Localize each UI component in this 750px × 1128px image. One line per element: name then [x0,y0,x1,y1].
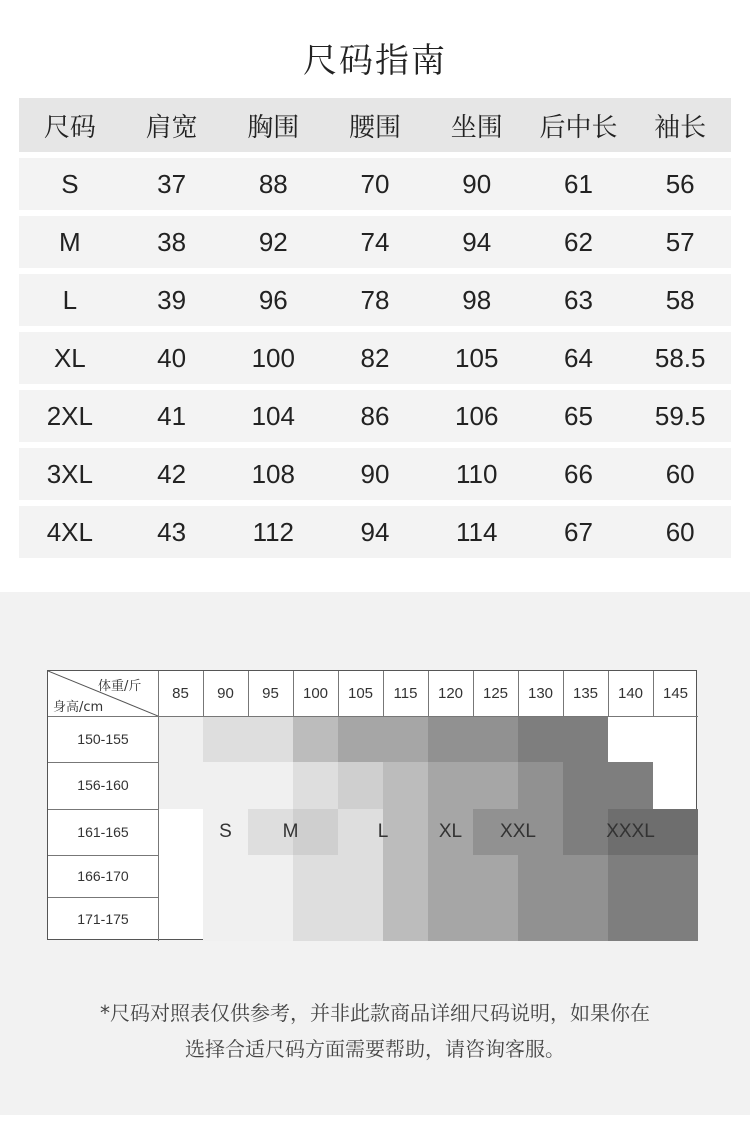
header-cell-sleeve: 袖长 [654,112,707,143]
chart-fill-cell [518,897,563,941]
chart-fill-cell [203,716,248,762]
chart-fill-cell [158,716,203,762]
cell-sleeve: 59.5 [654,400,706,431]
header-cell-shoulder: 肩宽 [145,112,198,143]
size-table-row [19,506,731,558]
cell-waist: 90 [360,458,390,489]
chart-fill-cell [563,855,608,897]
chart-fill-cell [608,897,653,941]
chart-fill-cell [473,762,518,809]
cell-shoulder: 40 [157,342,187,373]
cell-back-length: 67 [563,516,593,547]
cell-back-length: 64 [563,342,593,373]
size-region-label: L [377,821,389,842]
disclaimer-line-1: *尺码对照表仅供参考，并非此款商品详细尺码说明，如果你在 [100,1001,650,1025]
weight-header: 120 [437,685,464,702]
grid-line [293,671,294,716]
chart-fill-cell [608,762,653,809]
chart-fill-cell [383,855,428,897]
size-table-body [19,158,731,558]
cell-shoulder: 37 [157,168,187,199]
header-cell-waist: 腰围 [349,112,402,143]
cell-waist: 78 [360,284,390,315]
chart-fill-cell [203,897,248,941]
weight-header: 140 [617,685,644,702]
cell-size: XL [53,342,86,373]
header-cell-chest: 胸围 [247,112,300,143]
height-row-label: 150-155 [77,731,129,747]
grid-line [518,671,519,716]
disclaimer-line-2: 选择合适尺码方面需要帮助，请咨询客服。 [185,1037,565,1061]
chart-fill-cell [248,716,293,762]
cell-sleeve: 60 [665,516,695,547]
size-region-label: XXL [500,821,536,842]
grid-line [653,671,654,716]
weight-header: 95 [262,685,279,702]
chart-fill-cell [608,855,653,897]
cell-shoulder: 42 [157,458,187,489]
cell-hip: 98 [462,284,492,315]
chart-fill-cell [248,762,293,809]
chart-fill-cell [293,716,338,762]
chart-fill-cell [518,855,563,897]
cell-sleeve: 58.5 [654,342,706,373]
grid-line [608,671,609,716]
grid-line [48,855,158,856]
weight-header: 100 [302,685,329,702]
weight-header: 145 [662,685,689,702]
weight-header: 135 [572,685,599,702]
cell-back-length: 62 [563,226,593,257]
cell-size: 3XL [46,458,93,489]
weight-header: 105 [347,685,374,702]
grid-line [48,897,158,898]
cell-waist: 94 [360,516,390,547]
size-table-row [19,448,731,500]
chart-fill-cell [248,855,293,897]
cell-waist: 86 [360,400,390,431]
chart-fill-cell [428,762,473,809]
chart-fill-cell [293,897,338,941]
grid-line [338,671,339,716]
chart-fill-cell [338,855,383,897]
cell-waist: 82 [360,342,390,373]
cell-waist: 74 [360,226,390,257]
chart-fill-cell [248,897,293,941]
header-cell-back-length: 后中长 [539,112,618,143]
chart-fill-cell [473,855,518,897]
size-region-label: XXXL [606,821,655,842]
chart-fill-cell [428,855,473,897]
chart-fill-cell [563,716,608,762]
size-region-label: S [219,821,232,842]
chart-fill-cell [293,762,338,809]
grid-line [428,671,429,716]
grid-line [48,716,698,717]
header-cell-hip: 坐围 [450,112,503,143]
weight-header: 130 [527,685,554,702]
cell-size: L [62,284,78,315]
size-table-row [19,332,731,384]
size-table-row [19,390,731,442]
chart-fill-cell [203,855,248,897]
cell-chest: 104 [251,400,295,431]
size-region-label: XL [438,821,463,842]
cell-size: M [59,226,81,257]
disclaimer-note [40,995,710,1067]
cell-back-length: 65 [563,400,593,431]
corner-height-label: 身高/cm [53,700,104,715]
chart-fill-cell [383,716,428,762]
grid-line [563,671,564,716]
grid-line [248,671,249,716]
size-table-row [19,216,731,268]
weight-header: 90 [217,685,234,702]
chart-fill-cell [203,762,248,809]
cell-hip: 110 [456,458,498,489]
weight-height-chart [47,670,697,940]
chart-fill-cell [473,897,518,941]
cell-back-length: 63 [563,284,593,315]
weight-header: 125 [482,685,509,702]
chart-fill-cell [338,897,383,941]
cell-size: 2XL [46,400,93,431]
chart-fill-cell [338,716,383,762]
cell-size: 4XL [46,516,93,547]
cell-back-length: 61 [563,168,593,199]
size-table-header [19,98,731,152]
cell-hip: 114 [456,516,498,547]
chart-fill-cell [383,897,428,941]
chart-fill-cell [563,897,608,941]
size-region-label: M [282,821,299,842]
size-table-row [19,158,731,210]
grid-line [203,671,204,716]
chart-fill-cell [338,762,383,809]
height-row-label: 166-170 [77,868,129,884]
cell-sleeve: 58 [665,284,695,315]
cell-hip: 106 [455,400,499,431]
grid-line [383,671,384,716]
grid-line [48,762,158,763]
corner-weight-label: 体重/斤 [98,679,142,694]
grid-line [48,809,158,810]
chart-fill-cell [518,716,563,762]
cell-sleeve: 57 [665,226,695,257]
cell-chest: 108 [251,458,295,489]
chart-fill-cell [158,762,203,809]
chart-fill-cell [383,762,428,809]
cell-chest: 100 [251,342,295,373]
cell-chest: 92 [258,226,288,257]
weight-header: 85 [172,685,189,702]
weight-header: 115 [393,685,418,702]
chart-fill-cell [563,762,608,809]
cell-hip: 105 [455,342,499,373]
chart-fill-cell [293,855,338,897]
cell-sleeve: 60 [665,458,695,489]
cell-chest: 88 [258,168,288,199]
chart-fill-cell [428,716,473,762]
cell-shoulder: 39 [157,284,187,315]
cell-back-length: 66 [563,458,593,489]
cell-sleeve: 56 [665,168,695,199]
height-row-label: 171-175 [77,911,129,927]
grid-line [473,671,474,716]
size-table-row [19,274,731,326]
grid-line [158,671,159,941]
cell-hip: 94 [462,226,492,257]
chart-fill-cell [473,716,518,762]
cell-chest: 96 [258,284,288,315]
height-row-label: 156-160 [77,777,129,793]
chart-fill-cell [653,855,698,897]
header-cell-size: 尺码 [43,112,96,143]
size-table [19,98,731,564]
page-title: 尺码指南 [303,41,447,81]
cell-shoulder: 43 [157,516,187,547]
cell-size: S [61,168,79,199]
chart-fill-cell [653,897,698,941]
cell-shoulder: 41 [157,400,187,431]
cell-shoulder: 38 [157,226,187,257]
cell-waist: 70 [360,168,390,199]
height-row-label: 161-165 [77,824,129,840]
chart-fill-cell [518,762,563,809]
cell-chest: 112 [252,516,295,547]
cell-hip: 90 [462,168,492,199]
chart-fill-cell [428,897,473,941]
